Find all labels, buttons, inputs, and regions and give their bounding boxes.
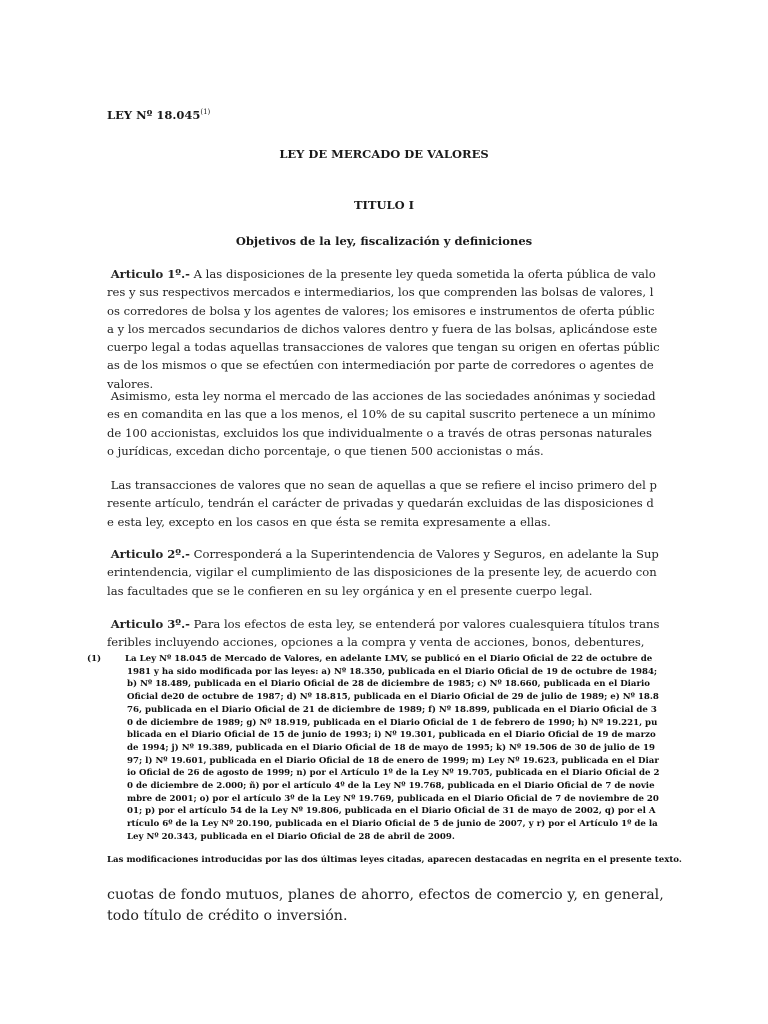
footnote-note: Las modificaciones introducidas por las dos últimas leyes citadas, aparecen destacadas en negrita en el presente texto.	[107, 855, 682, 865]
article-1-paragraph: Articulo 1º.- A las disposiciones de la presente ley queda sometida la oferta pública de valores y sus respectivos mercados e intermediarios, los que comprenden las bolsas de valores, los corredores de bolsa y los agentes de valores; los emisores e instrumentos de oferta pública y los mercados secundarios de dichos valores dentro y fuera de las bolsas, aplicándose este cuerpo legal a todas aquellas transacciones de valores que tengan su origen en ofertas públicas de los mismos o que se efectúen con intermediación por parte de corredores o agentes de valores.	[107, 267, 660, 391]
footnote-text: La Ley Nº 18.045 de Mercado de Valores, en adelante LMV, se publicó en el Diario Oficial de 22 de octubre de 1981 y ha sido modificada por las leyes: a) Nº 18.350, publicada en el Diario Oficial de 19 de octubre de 1984; b) Nº 18.489, publicada en el Diario Oficial de 28 de diciembre de 1985; c) Nº 18.660, publicada en el Diario Oficial de20 de octubre de 1987; d) Nº 18.815, publicada en el Diario Oficial de 29 de julio de 1989; e) Nº 18.876, publicada en el Diario Oficial de 21 de diciembre de 1989; f) Nº 18.899, publicada en el Diario Oficial de 30 de diciembre de 1989; g) Nº 18.919, publicada en el Diario Oficial de 1 de febrero de 1990; h) Nº 19.221, publicada en el Diario Oficial de 15 de junio de 1993; i) Nº 19.301, publicada en el Diario Oficial de 19 de marzo de 1994; j) Nº 19.389, publicada en el Diario Oficial de 18 de mayo de 1995; k) Nº 19.506 de 30 de julio de 1997; l) Nº 19.601, publicada en el Diario Oficial de 18 de enero de 1999; m) Ley Nº 19.623, publicada en el Diario Oficial de 26 de agosto de 1999; n) por el Artículo 1º de la Ley Nº 19.705, publicada en el Diario Oficial de 20 de diciembre de 2.000; ñ) por el artículo 4º de la Ley Nº 19.768, publicada en el Diario Oficial de 7 de noviembre de 2001; o) por el artículo 3º de la Ley Nº 19.769, publicada en el Diario Oficial de 7 de noviembre de 2001; p) por el artículo 54 de la Ley Nº 19.806, publicada en el Diario Oficial de 31 de mayo de 2002, q) por el Artículo 6º de la Ley Nº 20.190, publicada en el Diario Oficial de 5 de junio de 2007, y r) por el Artículo 1º de la Ley Nº 20.343, publicada en el Diario Oficial de 28 de abril de 2009.	[124, 654, 660, 842]
paragraph-transacciones: Las transacciones de valores que no sean de aquellas a que se refiere el inciso primero del presente artículo, tendrán el carácter de privadas y quedarán excluidas de las disposiciones de esta ley, excepto en los casos en que ésta se remita expresamente a ellas.	[107, 478, 657, 529]
law-number-heading: LEY Nº 18.045$^{(1)}$	[107, 108, 211, 122]
footnote-1	[87, 653, 660, 844]
footnote-number: (1)	[87, 654, 102, 664]
article-2-paragraph: Articulo 2º.- Corresponderá a la Superintendencia de Valores y Seguros, en adelante la Superintendencia, vigilar el cumplimiento de las disposiciones de la presente ley, de acuerdo con las facultades que se le confieren en su ley orgánica y en el presente cuerpo legal.	[107, 547, 659, 598]
article-2-label: Articulo 2º.-	[110, 547, 190, 561]
footnote-reference: (1)	[200, 108, 211, 117]
article-3-paragraph: Articulo 3º.- Para los efectos de esta ley, se entenderá por valores cualesquiera títulos transferibles incluyendo acciones, opciones a la compra y venta de acciones, bonos, debentures,	[107, 617, 660, 650]
titulo-heading: TITULO I	[353, 198, 414, 212]
law-name-heading: LEY DE MERCADO DE VALORES	[279, 147, 489, 161]
continuation-paragraph: cuotas de fondo mutuos, planes de ahorro, efectos de comercio y, en general, todo título de crédito o inversión.	[107, 887, 664, 924]
article-3-label: Articulo 3º.-	[110, 617, 190, 631]
titulo-subtitle: Objetivos de la ley, fiscalización y definiciones	[235, 234, 533, 248]
paragraph-asimismo: Asimismo, esta ley norma el mercado de las acciones de las sociedades anónimas y sociedades en comandita en las que a los menos, el 10% de su capital suscrito pertenece a un mínimo de 100 accionistas, excluidos los que individualmente o a través de otras personas naturales o jurídicas, excedan dicho porcentaje, o que tienen 500 accionistas o más.	[107, 389, 656, 458]
article-1-label: Articulo 1º.-	[110, 267, 190, 281]
